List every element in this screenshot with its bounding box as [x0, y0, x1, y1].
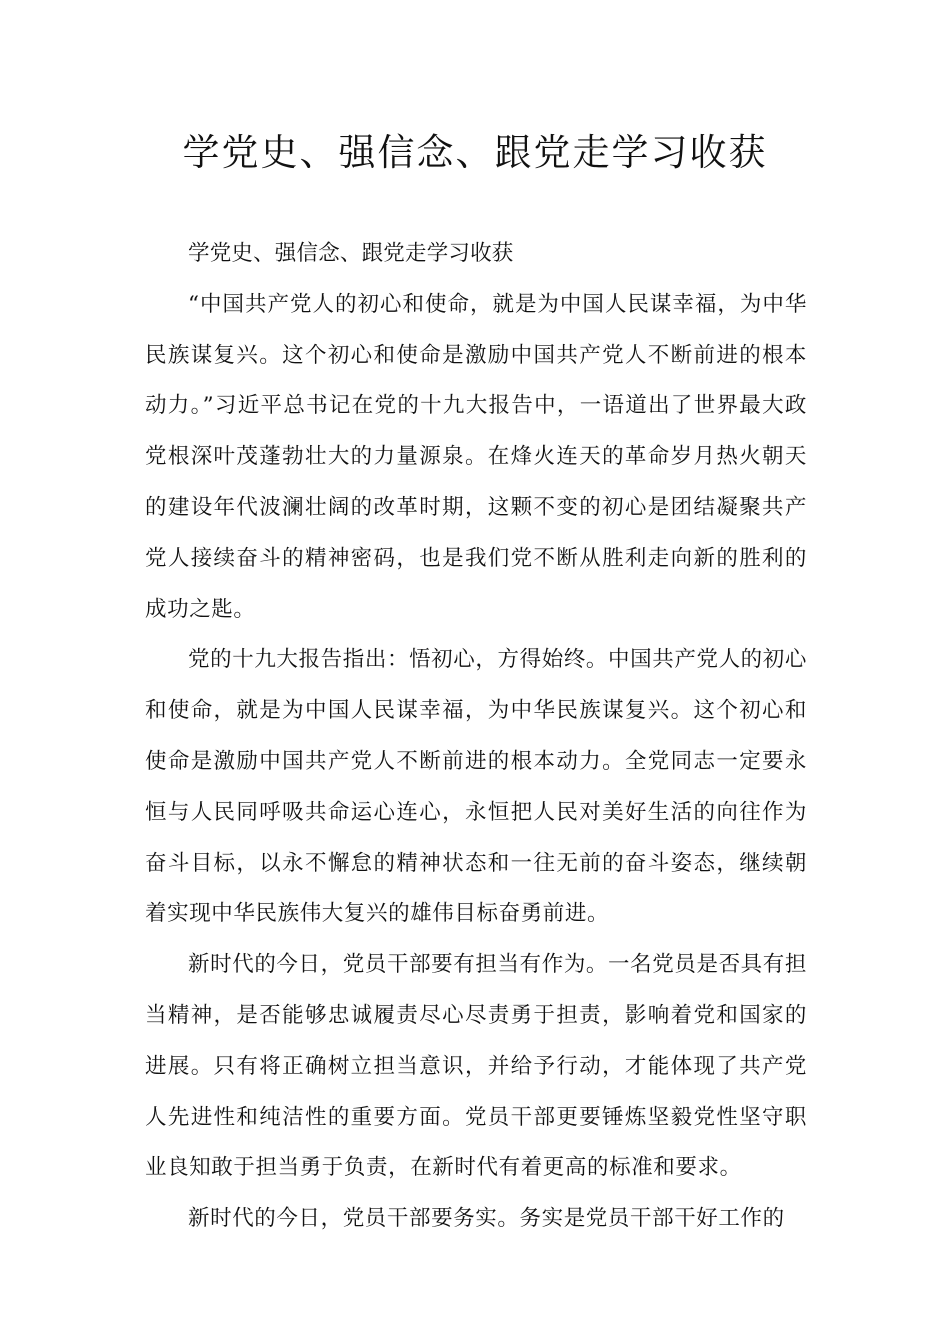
paragraph-3: 新时代的今日，党员干部要有担当有作为。一名党员是否具有担当精神，是否能够忠诚履责尽心尽责勇于担责，影响着党和国家的进展。只有将正确树立担当意识，并给予行动，才能体现了共产党人先进性和纯洁性的重要方面。党员干部更要锤炼坚毅党性坚守职业良知敢于担当勇于负责，在新时代有着更高的标准和要求。	[145, 952, 807, 1181]
paragraph-2: 党的十九大报告指出：悟初心，方得始终。中国共产党人的初心和使命，就是为中国人民谋幸福，为中华民族谋复兴。这个初心和使命是激励中国共产党人不断前进的根本动力。全党同志一定要永恒与人民同呼吸共命运心连心，永恒把人民对美好生活的向往作为奋斗目标，以永不懈怠的精神状态和一往无前的奋斗姿态，继续朝着实现中华民族伟大复兴的雄伟目标奋勇前进。	[145, 647, 807, 927]
document-body	[145, 229, 807, 1245]
paragraph-subtitle: 学党史、强信念、跟党走学习收获	[188, 241, 514, 266]
paragraph-1: “中国共产党人的初心和使命，就是为中国人民谋幸福，为中华民族谋复兴。这个初心和使命是激励中国共产党人不断前进的根本动力。”习近平总书记在党的十九大报告中，一语道出了世界最大政党根深叶茂蓬勃壮大的力量源泉。在烽火连天的革命岁月热火朝天的建设年代波澜壮阔的改革时期，这颗不变的初心是团结凝聚共产党人接续奋斗的精神密码，也是我们党不断从胜利走向新的胜利的成功之匙。	[145, 291, 807, 622]
paragraph-4: 新时代的今日，党员干部要务实。务实是党员干部干好工作的	[188, 1206, 785, 1232]
document-title: 学党史、强信念、跟党走学习收获	[182, 131, 768, 174]
